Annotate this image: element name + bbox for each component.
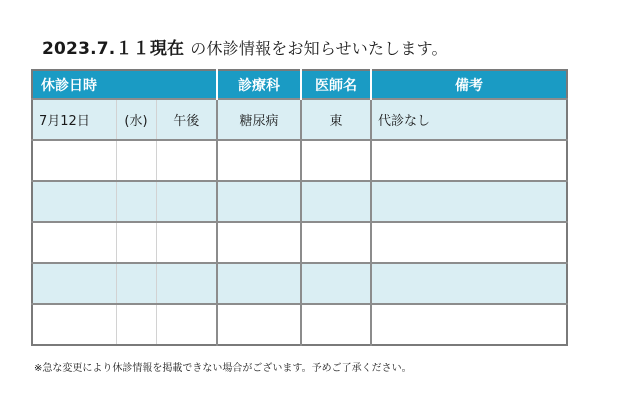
cell-date: 7月12日 bbox=[32, 99, 116, 140]
cell-department bbox=[217, 181, 301, 222]
cell-date bbox=[32, 304, 116, 345]
cell-weekday bbox=[116, 181, 156, 222]
cell-department bbox=[217, 140, 301, 181]
cell-weekday bbox=[116, 263, 156, 304]
cell-remarks bbox=[371, 140, 567, 181]
cell-remarks bbox=[371, 263, 567, 304]
cell-doctor bbox=[301, 263, 371, 304]
cell-weekday bbox=[116, 140, 156, 181]
header-remarks: 備考 bbox=[371, 70, 567, 99]
header-doctor: 医師名 bbox=[301, 70, 371, 99]
cell-date bbox=[32, 263, 116, 304]
cell-period bbox=[156, 222, 217, 263]
cell-remarks: 代診なし bbox=[371, 99, 567, 140]
notice-title: の休診情報をお知らせいたします。 bbox=[190, 39, 448, 58]
table-row bbox=[32, 304, 567, 345]
cell-department: 糖尿病 bbox=[217, 99, 301, 140]
table-row bbox=[32, 140, 567, 181]
cell-date bbox=[32, 222, 116, 263]
cell-date bbox=[32, 140, 116, 181]
table-row bbox=[32, 181, 567, 222]
cell-period bbox=[156, 140, 217, 181]
cell-doctor bbox=[301, 222, 371, 263]
cell-period: 午後 bbox=[156, 99, 217, 140]
table-row bbox=[32, 263, 567, 304]
cell-department bbox=[217, 304, 301, 345]
cell-weekday bbox=[116, 222, 156, 263]
table-header-row bbox=[32, 70, 567, 99]
cell-department bbox=[217, 263, 301, 304]
table-row bbox=[32, 99, 567, 140]
header-date: 休診日時 bbox=[32, 70, 217, 99]
cell-remarks bbox=[371, 222, 567, 263]
cell-date bbox=[32, 181, 116, 222]
cell-remarks bbox=[371, 304, 567, 345]
notice-date: 2023.7.１１現在 bbox=[42, 39, 185, 59]
cell-weekday bbox=[116, 304, 156, 345]
cell-period bbox=[156, 263, 217, 304]
cell-doctor bbox=[301, 140, 371, 181]
table-row bbox=[32, 222, 567, 263]
cell-doctor bbox=[301, 304, 371, 345]
header-department: 診療科 bbox=[217, 70, 301, 99]
cell-remarks bbox=[371, 181, 567, 222]
cell-department bbox=[217, 222, 301, 263]
page-title bbox=[42, 37, 448, 61]
cell-period bbox=[156, 304, 217, 345]
cell-period bbox=[156, 181, 217, 222]
footnote: ※急な変更により休診情報を掲載できない場合がございます。予めご了承ください。 bbox=[34, 363, 412, 374]
cell-doctor bbox=[301, 181, 371, 222]
closure-schedule-table bbox=[31, 69, 568, 346]
cell-weekday: (水) bbox=[116, 99, 156, 140]
cell-doctor: 東 bbox=[301, 99, 371, 140]
